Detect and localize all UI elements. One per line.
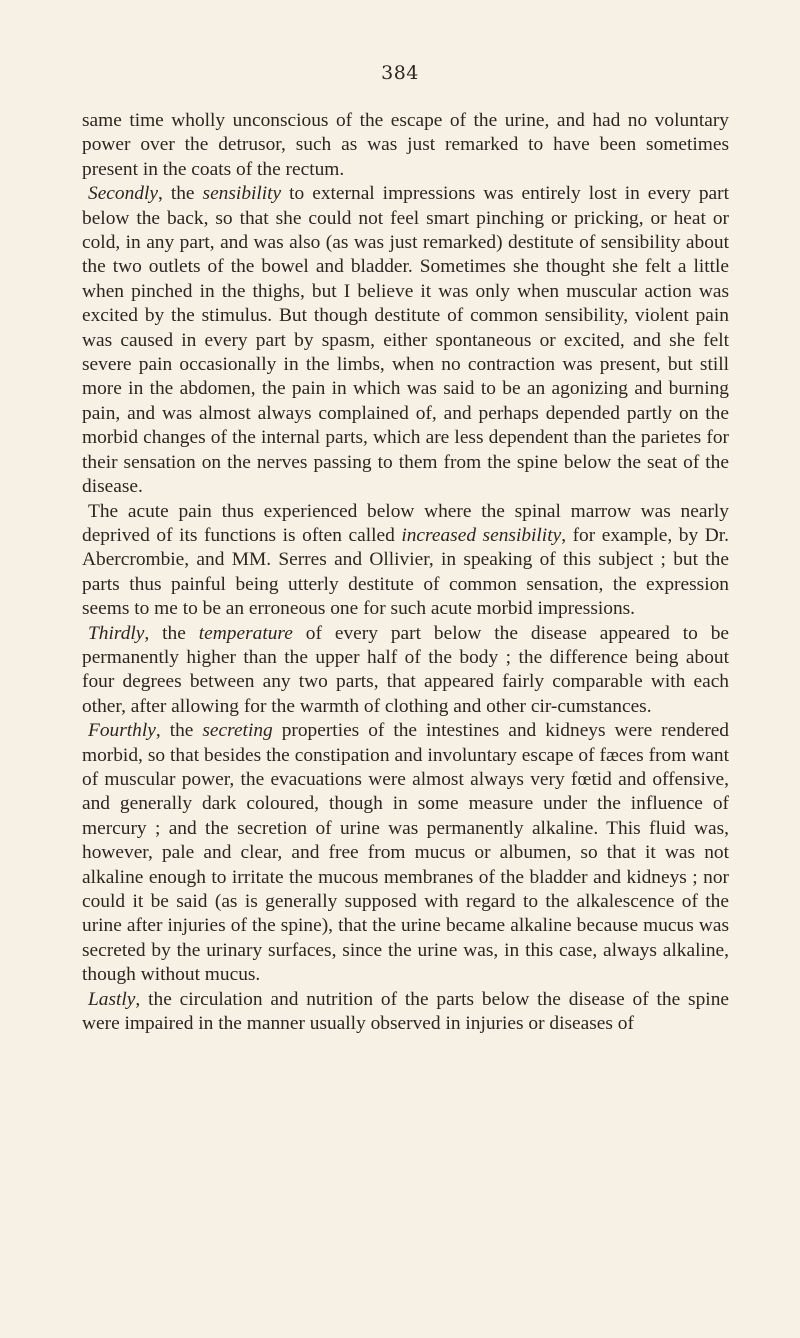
italic-term: temperature [198, 622, 293, 644]
paragraph [82, 622, 729, 720]
italic-term: sensibility [202, 183, 282, 205]
text-run: , the circulation and nutrition of the parts below the disease of the spine were impaired in the manner usually observed in injuries or diseases of [82, 988, 729, 1035]
text-run: same time wholly unconscious of the escape of the urine, and had no voluntary power over the detrusor, such as was just remarked to have been sometimes present in the coats of the rectum. [82, 110, 729, 180]
paragraph [82, 719, 729, 987]
text-run: properties of the intestines and kidneys were rendered morbid, so that besides the constipation and involuntary escape of fæces from want of muscular power, the evacuations were almost always very fœtid and offensive, and generally dark coloured, though in some measure under the influence of mercury ; and the secretion of urine was permanently alkaline. This fluid was, however, pale and clear, and free from mucus or albumen, so that it was not alkaline enough to irritate the mucous membranes of the bladder and kidneys ; nor could it be said (as is generally supposed with regard to the alkalescence of the urine after injuries of the spine), that the urine became alkaline because mucus was secreted by the urinary surfaces, since the urine was, in this case, always alkaline, though without mucus. [82, 720, 729, 986]
text-run: , the [144, 622, 199, 644]
text-run: to external impressions was entirely lost in every part below the back, so that she could not feel smart pinching or pricking, or heat or cold, in any part, and was also (as was just remarked) destitute of sensibility about the two outlets of the bowel and bladder. Sometimes she thought she felt a little when pinched in the thighs, but I believe it was only when muscular action was excited by the stimulus. But though destitute of common sensibility, violent pain was caused in every part by spasm, either spontaneous or excited, and she felt severe pain occasionally in the limbs, when no contraction was present, but still more in the abdomen, the pain in which was said to be an agonizing and burning pain, and was almost always complained of, and perhaps depended partly on the morbid changes of the internal parts, which are less dependent than the parietes for their sensation on the nerves passing to them from the spine below the seat of the disease. [82, 183, 729, 498]
text-run: , for example, by Dr. Abercrombie, and MM. Serres and Ollivier, in speaking of this subject ; but the parts thus painful being utterly destitute of common sensation, the expression seems to me to be an erroneous one for such acute morbid impressions. [82, 524, 729, 620]
body-text [82, 109, 729, 1036]
italic-term: Thirdly [88, 622, 145, 644]
text-run: , the [158, 183, 203, 205]
italic-term: increased sensibility [401, 524, 562, 546]
paragraph [82, 988, 729, 1037]
italic-term: Fourthly [88, 720, 156, 742]
italic-term: Lastly [88, 988, 136, 1010]
text-run: The acute pain thus experienced below where the spinal marrow was nearly deprived of its functions is often called [82, 500, 729, 546]
page-number: 384 [381, 62, 419, 84]
italic-term: secreting [202, 720, 273, 742]
text-run: , the [155, 720, 203, 742]
paragraph [82, 182, 729, 499]
text-run: of every part below the disease appeared to be permanently higher than the upper half of the body ; the difference being about four degrees between any two parts, that appeared fairly comparable with each other, after allowing for the warmth of clothing and other cir-cumstances. [82, 622, 730, 717]
italic-term: Secondly [88, 183, 158, 205]
paragraph [82, 500, 729, 622]
paragraph [82, 109, 729, 182]
